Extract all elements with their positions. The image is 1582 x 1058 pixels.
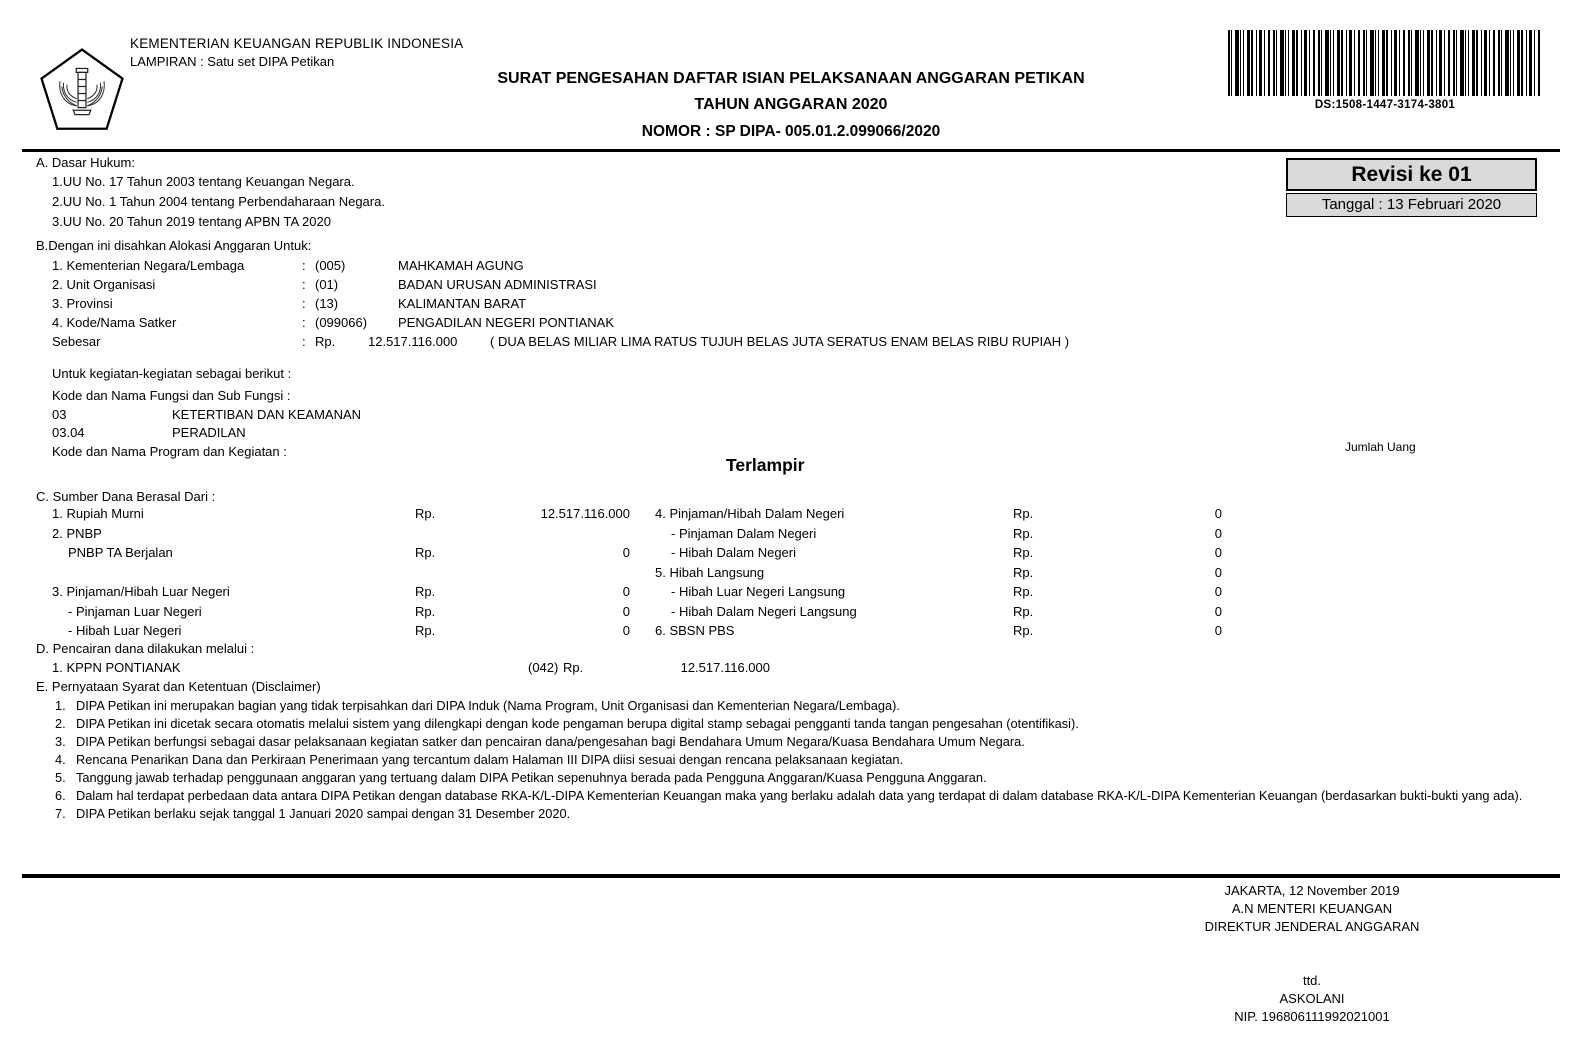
funding-amount: 12.517.116.000 (540, 506, 630, 521)
allocation-label: 3. Provinsi (52, 296, 113, 311)
currency-label: Rp. (415, 603, 436, 619)
attachment-note: LAMPIRAN : Satu set DIPA Petikan (130, 54, 335, 69)
currency-label: Rp. (1013, 506, 1034, 521)
function-code: 03 (52, 407, 67, 422)
colon: : (302, 258, 306, 273)
funding-label: 4. Pinjaman/Hibah Dalam Negeri (655, 506, 845, 521)
activities-intro: Untuk kegiatan-kegiatan sebagai berikut : (52, 366, 292, 381)
signature-block (1152, 882, 1472, 1026)
kppn-amount: 12.517.116.000 (680, 660, 770, 675)
colon: : (302, 277, 306, 292)
funding-label: - Hibah Luar Negeri (68, 623, 182, 638)
signatory-nip: NIP. 196806111992021001 (1234, 1009, 1390, 1024)
attached-note: Terlampir (726, 455, 805, 475)
colon: : (302, 334, 306, 349)
disclaimer-text: DIPA Petikan ini merupakan bagian yang tidak terpisahkan dari DIPA Induk (Nama Program, Unit Organisasi dan Kementerian Negara/Lembaga). (76, 698, 900, 713)
disclaimer-number: 1. (55, 698, 66, 713)
amount-column-header: Jumlah Uang (1345, 440, 1416, 454)
document-title: SURAT PENGESAHAN DAFTAR ISIAN PELAKSANAAN ANGGARAN PETIKAN (497, 70, 1085, 87)
currency-label: Rp. (1013, 564, 1034, 580)
section-d-heading: D. Pencairan dana dilakukan melalui : (36, 641, 255, 656)
colon: : (302, 296, 306, 311)
allocation-value: MAHKAMAH AGUNG (398, 258, 524, 273)
currency-label: Rp. (415, 506, 436, 521)
header-divider (22, 149, 1560, 152)
funding-label: - Hibah Luar Negeri Langsung (671, 584, 846, 599)
funding-amount: 0 (622, 603, 630, 619)
allocation-row (52, 258, 952, 273)
funding-row (52, 623, 632, 643)
funding-row (52, 604, 632, 624)
disclaimer-number: 4. (55, 752, 66, 767)
section-e-heading: E. Pernyataan Syarat dan Ketentuan (Disclaimer) (36, 679, 321, 694)
allocation-value: KALIMANTAN BARAT (398, 296, 527, 311)
disclaimer-number: 5. (55, 770, 66, 785)
section-c-heading: C. Sumber Dana Berasal Dari : (36, 489, 216, 504)
disclaimer-item (55, 734, 1555, 749)
funding-row (655, 545, 1225, 565)
funding-label: PNBP TA Berjalan (68, 545, 173, 560)
disclaimer-text: Rencana Penarikan Dana dan Perkiraan Penerimaan yang tercantum dalam Halaman III DIPA diisi sesuai dengan rencana pelaksanaan kegiatan. (76, 752, 904, 767)
allocation-label: 4. Kode/Nama Satker (52, 315, 177, 330)
funding-label: 3. Pinjaman/Hibah Luar Negeri (52, 584, 230, 599)
signature-ttd: ttd. (1302, 973, 1322, 988)
colon: : (302, 315, 306, 330)
document-number: NOMOR : SP DIPA- 005.01.2.099066/2020 (641, 123, 941, 140)
function-row (52, 407, 361, 422)
funding-row (655, 565, 1225, 585)
funding-row (655, 604, 1225, 624)
signature-on-behalf: A.N MENTERI KEUANGAN (1231, 901, 1393, 916)
currency-label: Rp. (415, 584, 436, 599)
legal-basis-item: 2.UU No. 1 Tahun 2004 tentang Perbendaharaan Negara. (52, 194, 385, 209)
funding-amount: 0 (622, 545, 630, 560)
funding-label: - Hibah Dalam Negeri (671, 545, 796, 560)
funding-sources-left-column (52, 506, 632, 643)
currency-label: Rp. (415, 545, 436, 560)
amount-in-words: ( DUA BELAS MILIAR LIMA RATUS TUJUH BELAS JUTA SERATUS ENAM BELAS RIBU RUPIAH ) (490, 334, 1070, 349)
revision-box (1286, 158, 1537, 217)
signature-place-date: JAKARTA, 12 November 2019 (1224, 883, 1400, 898)
fiscal-year-title: TAHUN ANGGARAN 2020 (694, 96, 888, 113)
funding-sources-right-column (655, 506, 1225, 643)
allocation-label: 1. Kementerian Negara/Lembaga (52, 258, 245, 273)
funding-row (655, 623, 1225, 643)
kemenkeu-logo-icon (38, 46, 126, 134)
ministry-name: KEMENTERIAN KEUANGAN REPUBLIK INDONESIA (130, 36, 464, 51)
funding-label: - Hibah Dalam Negeri Langsung (671, 603, 857, 619)
currency-label: Rp. (1013, 623, 1034, 638)
disclaimer-number: 3. (55, 734, 66, 749)
funding-amount: 0 (1214, 603, 1222, 619)
funding-label: - Pinjaman Luar Negeri (68, 603, 202, 619)
funding-amount: 0 (1214, 623, 1222, 638)
disclaimer-item (55, 716, 1555, 731)
funding-label: - Pinjaman Dalam Negeri (671, 525, 817, 541)
kppn-code: (042) (528, 660, 559, 675)
allocation-code: (005) (315, 258, 346, 273)
currency-label: Rp. (415, 623, 436, 638)
allocation-code: (099066) (315, 315, 368, 330)
funding-label: 6. SBSN PBS (655, 623, 735, 638)
allocation-code: (13) (315, 296, 339, 311)
allocation-value: BADAN URUSAN ADMINISTRASI (398, 277, 597, 292)
currency-label: Rp. (1013, 545, 1034, 560)
function-name: KETERTIBAN DAN KEAMANAN (172, 407, 362, 422)
funding-amount: 0 (1214, 564, 1222, 580)
allocation-row (52, 277, 952, 292)
total-amount-row (52, 334, 1252, 349)
funding-amount: 0 (1214, 545, 1222, 560)
total-amount: 12.517.116.000 (368, 334, 458, 349)
revision-date: Tanggal : 13 Februari 2020 (1286, 193, 1537, 217)
disclaimer-text: DIPA Petikan ini dicetak secara otomatis melalui sistem yang dilengkapi dengan kode pengaman berupa digital stamp sebagai pengganti tanda tangan pengesahan (otentifikasi). (76, 716, 1079, 731)
footer-divider (22, 874, 1560, 878)
funding-row-spacer (52, 565, 632, 585)
funding-amount: 0 (1214, 506, 1222, 521)
funding-label: 5. Hibah Langsung (655, 564, 765, 580)
funding-row (655, 526, 1225, 546)
funding-row (52, 526, 632, 546)
disclaimer-item (55, 788, 1555, 803)
disclaimer-text: DIPA Petikan berfungsi sebagai dasar pelaksanaan kegiatan satker dan pencairan dana/pengesahan bagi Bendahara Umum Negara/Kuasa Bendahara Umum Negara. (76, 734, 1025, 749)
disclaimer-text: Tanggung jawab terhadap penggunaan anggaran yang tertuang dalam DIPA Petikan sepenuhnya berada pada Pengguna Anggaran/Kuasa Pengguna Anggaran. (76, 770, 987, 785)
funding-row (52, 545, 632, 565)
section-a-heading: A. Dasar Hukum: (36, 155, 135, 170)
disclaimer-item (55, 770, 1555, 785)
disclaimer-item (55, 806, 1555, 821)
currency-label: Rp. (1013, 525, 1034, 541)
funding-label: 1. Rupiah Murni (52, 506, 144, 521)
allocation-row (52, 315, 952, 330)
funding-amount: 0 (622, 623, 630, 638)
allocation-value: PENGADILAN NEGERI PONTIANAK (398, 315, 614, 330)
disclaimer-item (55, 752, 1555, 767)
signatory-name: ASKOLANI (1279, 991, 1345, 1006)
funding-amount: 0 (1214, 525, 1222, 541)
revision-number: Revisi ke 01 (1286, 158, 1537, 191)
disclaimer-text: Dalam hal terdapat perbedaan data antara DIPA Petikan dengan database RKA-K/L-DIPA Kementerian Keuangan maka yang berlaku adalah data yang terdapat di dalam database RKA-K/L-DIPA Kementerian Keuangan (berdasarkan bukti-bukti yang ada). (76, 788, 1523, 803)
funding-amount: 0 (1214, 584, 1222, 599)
allocation-label: 2. Unit Organisasi (52, 277, 156, 292)
legal-basis-item: 3.UU No. 20 Tahun 2019 tentang APBN TA 2020 (52, 214, 331, 229)
funding-row (655, 584, 1225, 604)
currency-label: Rp. (315, 334, 336, 349)
sebesar-label: Sebesar (52, 334, 101, 349)
signature-position: DIREKTUR JENDERAL ANGGARAN (1204, 919, 1420, 934)
function-name: PERADILAN (172, 425, 246, 440)
allocation-row (52, 296, 952, 311)
funding-row (655, 506, 1225, 526)
allocation-code: (01) (315, 277, 339, 292)
funding-row (52, 584, 632, 604)
function-code: 03.04 (52, 425, 85, 440)
kppn-label: 1. KPPN PONTIANAK (52, 660, 181, 675)
disclaimer-number: 7. (55, 806, 66, 821)
program-heading: Kode dan Nama Program dan Kegiatan : (52, 444, 287, 459)
legal-basis-item: 1.UU No. 17 Tahun 2003 tentang Keuangan Negara. (52, 174, 355, 189)
funding-row (52, 506, 632, 526)
digital-stamp (1228, 30, 1542, 111)
function-row (52, 425, 246, 440)
funding-amount: 0 (622, 584, 630, 599)
barcode-icon (1228, 30, 1542, 96)
function-heading: Kode dan Nama Fungsi dan Sub Fungsi : (52, 388, 291, 403)
disclaimer-number: 2. (55, 716, 66, 731)
disclaimer-text: DIPA Petikan berlaku sejak tanggal 1 Januari 2020 sampai dengan 31 Desember 2020. (76, 806, 571, 821)
barcode-caption: DS:1508-1447-3174-3801 (1314, 99, 1456, 111)
disclaimer-item (55, 698, 1555, 713)
currency-label: Rp. (1013, 584, 1034, 599)
funding-label: 2. PNBP (52, 525, 102, 541)
currency-label: Rp. (1013, 603, 1034, 619)
section-b-heading: B.Dengan ini disahkan Alokasi Anggaran Untuk: (36, 238, 312, 253)
currency-label: Rp. (563, 660, 584, 675)
disclaimer-number: 6. (55, 788, 66, 803)
